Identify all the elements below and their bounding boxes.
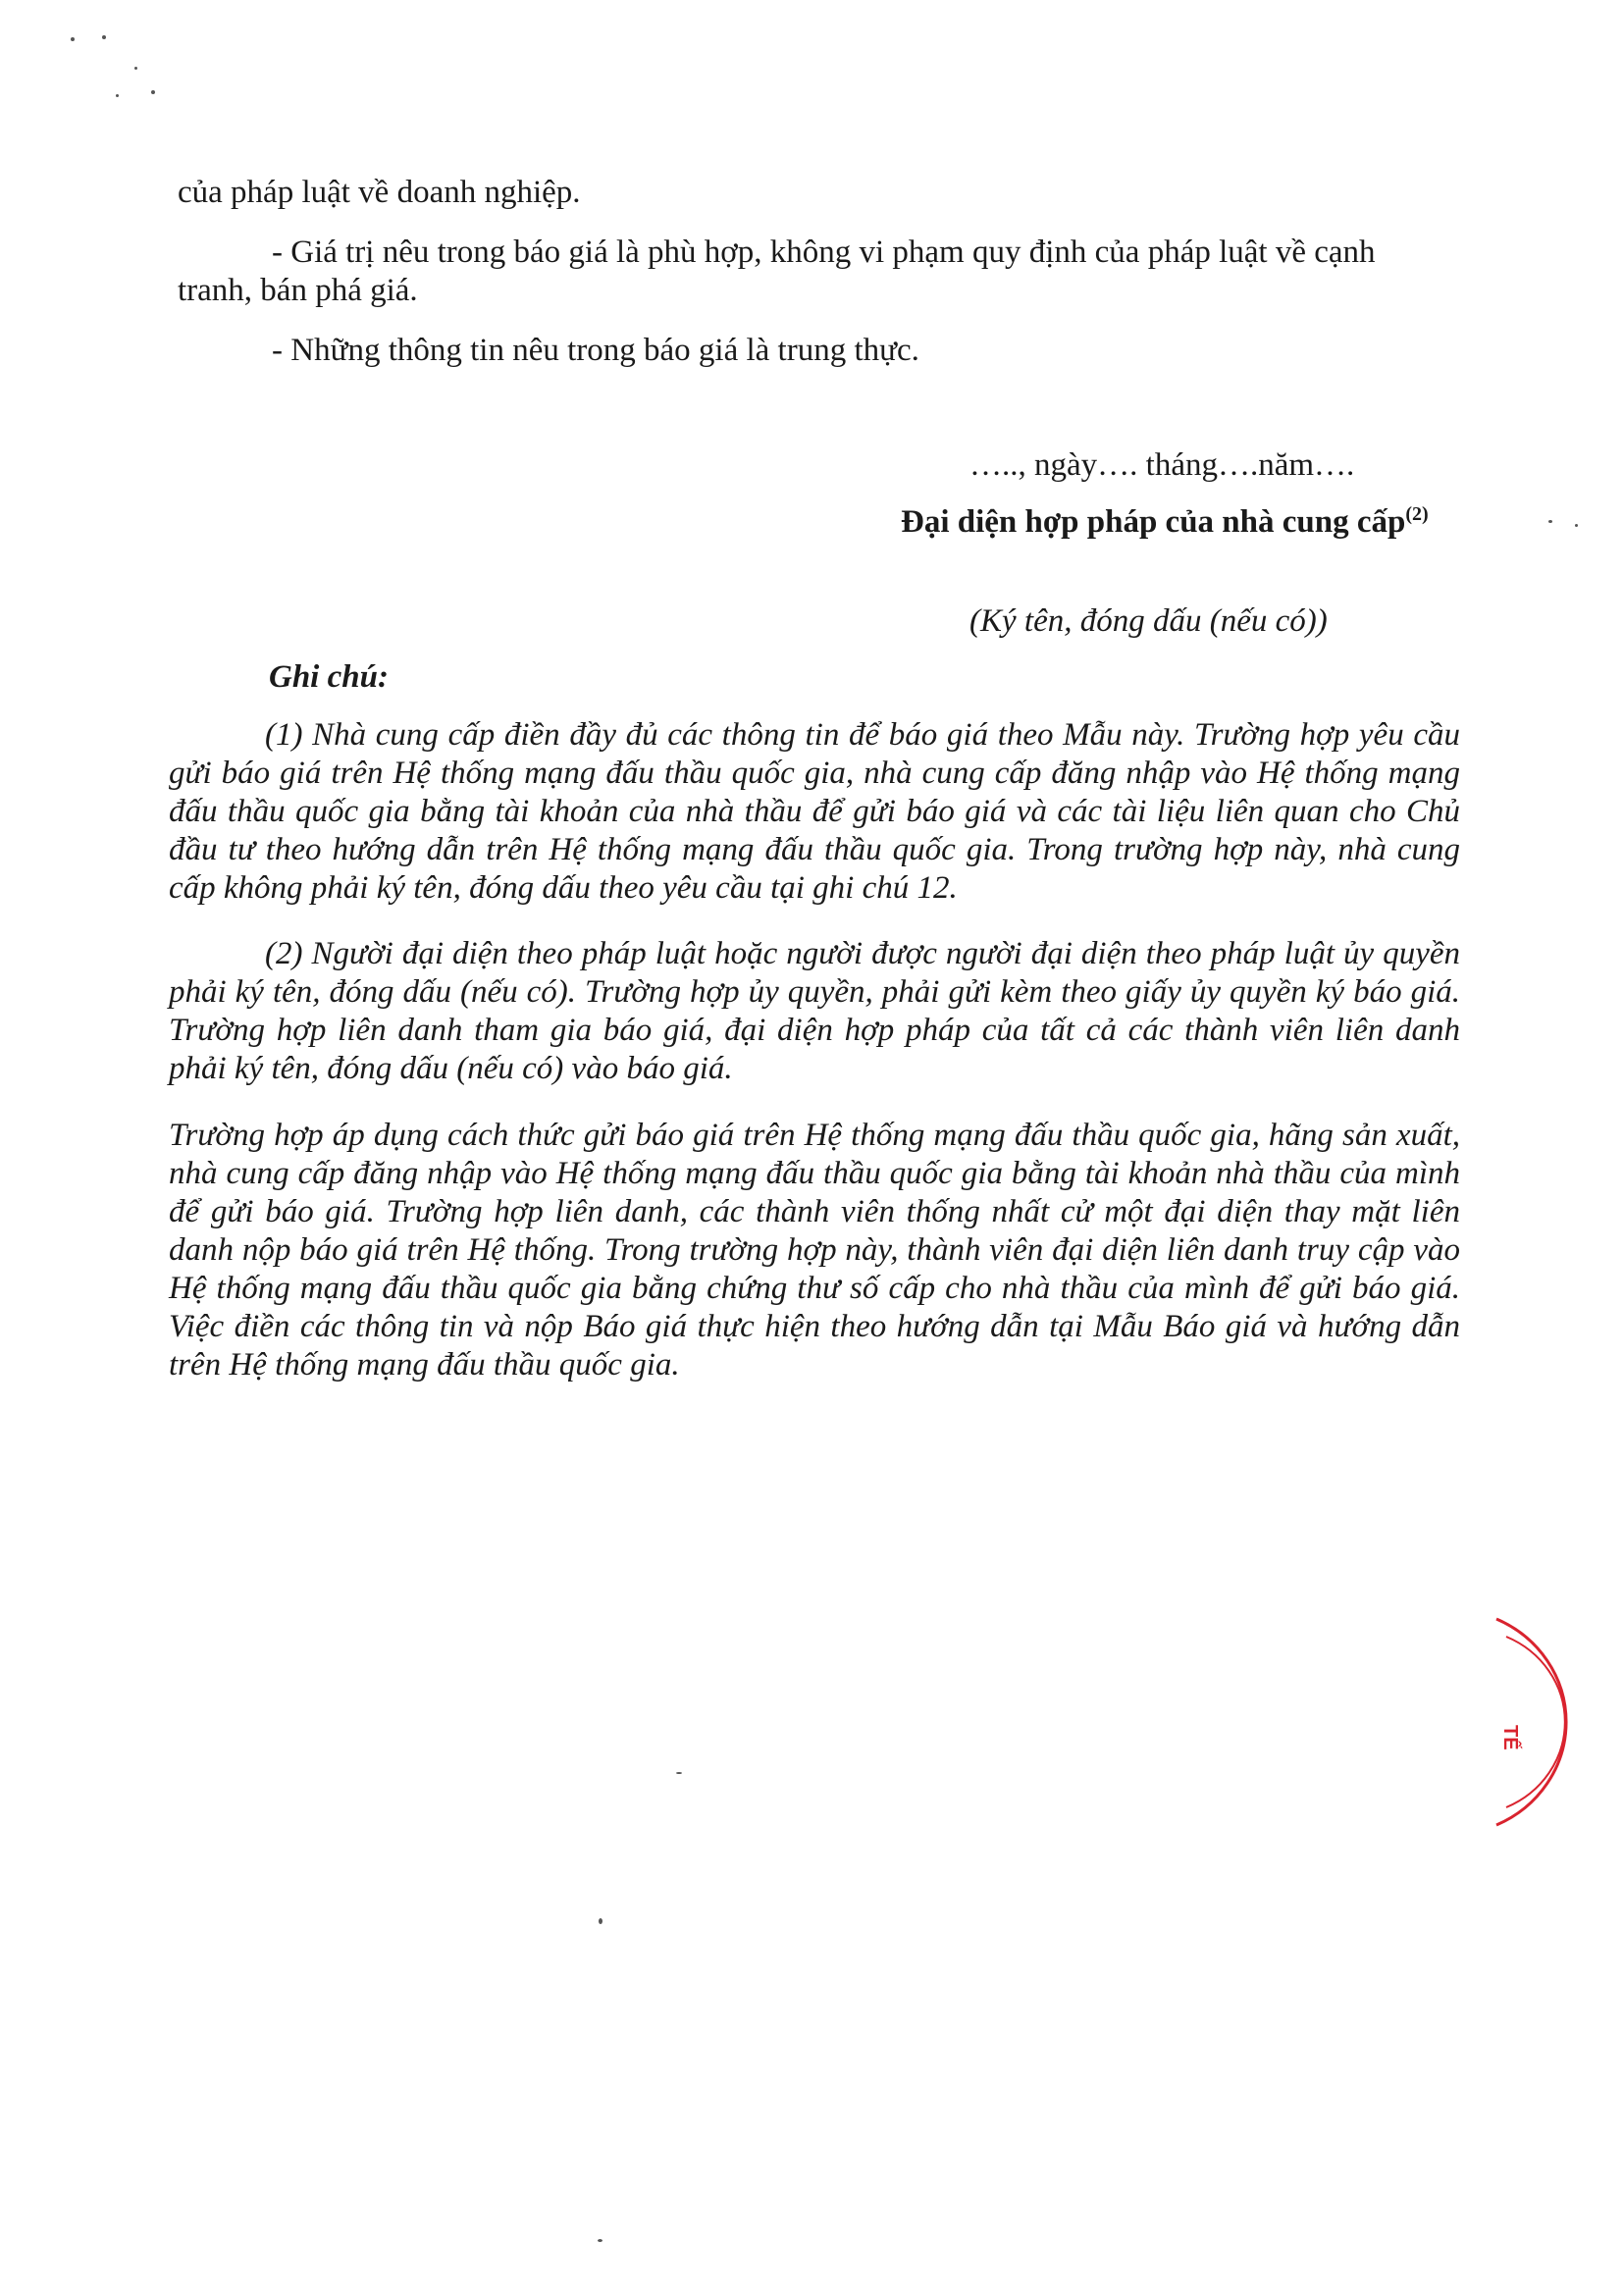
scan-speck bbox=[151, 90, 155, 94]
signature-instruction: (Ký tên, đóng dấu (nếu có)) bbox=[969, 603, 1328, 639]
scan-speck bbox=[134, 67, 137, 70]
continuation-line: của pháp luật về doanh nghiệp. bbox=[178, 175, 581, 210]
bullet-truth-line: - Những thông tin nêu trong báo giá là trung thực. bbox=[272, 333, 919, 368]
note-1: (1) Nhà cung cấp điền đầy đủ các thông tin để báo giá theo Mẫu này. Trường hợp yêu cầu gửi báo giá trên Hệ thống mạng đấu thầu quốc gia, nhà cung cấp đăng nhập vào Hệ thống mạng đấu thầu quốc gia bằng tài khoản của nhà thầu để gửi báo giá và các tài liệu liên quan cho Chủ đầu tư theo hướng dẫn trên Hệ thống mạng đấu thầu quốc gia. Trong trường hợp này, nhà cung cấp không phải ký tên, đóng dấu theo yêu cầu tại ghi chú 12. bbox=[169, 717, 1460, 906]
signature-title-text: Đại diện hợp pháp của nhà cung cấp bbox=[901, 504, 1406, 540]
scan-speck bbox=[1575, 524, 1578, 527]
scan-speck bbox=[1548, 520, 1552, 523]
stamp-text: TẾ bbox=[1499, 1725, 1521, 1750]
signature-title-note: (2) bbox=[1405, 503, 1429, 525]
official-stamp bbox=[1477, 1609, 1614, 1835]
date-line: ….., ngày…. tháng….năm…. bbox=[969, 447, 1355, 483]
scan-speck bbox=[599, 1918, 602, 1924]
note-3: Trường hợp áp dụng cách thức gửi báo giá trên Hệ thống mạng đấu thầu quốc gia, hãng sản xuất, nhà cung cấp đăng nhập vào Hệ thống mạng đấu thầu quốc gia bằng tài khoản nhà thầu của mình để gửi báo giá. Trường hợp liên danh, các thành viên thống nhất cử một đại diện thay mặt liên danh nộp báo giá trên Hệ thống. Trong trường hợp này, thành viên đại diện liên danh truy cập vào Hệ thống mạng đấu thầu quốc gia bằng chứng thư số cấp cho nhà thầu của mình để gửi báo giá. Việc điền các thông tin và nộp Báo giá thực hiện theo hướng dẫn tại Mẫu Báo giá và hướng dẫn trên Hệ thống mạng đấu thầu quốc gia. bbox=[169, 1118, 1460, 1383]
note-2: (2) Người đại diện theo pháp luật hoặc người được người đại diện theo pháp luật ủy quyền phải ký tên, đóng dấu (nếu có). Trường hợp ủy quyền, phải gửi kèm theo giấy ủy quyền ký báo giá. Trường hợp liên danh tham gia báo giá, đại diện hợp pháp của tất cả các thành viên liên danh phải ký tên, đóng dấu (nếu có) vào báo giá. bbox=[169, 936, 1460, 1086]
scan-speck bbox=[116, 94, 119, 97]
bullet-price-line-1: - Giá trị nêu trong báo giá là phù hợp, không vi phạm quy định của pháp luật về cạnh bbox=[272, 235, 1376, 270]
signature-title bbox=[901, 502, 1429, 542]
scan-speck bbox=[102, 35, 106, 39]
notes-heading: Ghi chú: bbox=[269, 659, 389, 695]
bullet-price-line-2: tranh, bán phá giá. bbox=[178, 273, 418, 308]
stamp-inner-ring bbox=[1506, 1637, 1565, 1807]
stamp-outer-ring bbox=[1496, 1619, 1566, 1825]
scan-speck bbox=[71, 37, 75, 41]
scan-speck bbox=[676, 1772, 682, 1774]
scan-speck bbox=[598, 2239, 602, 2242]
